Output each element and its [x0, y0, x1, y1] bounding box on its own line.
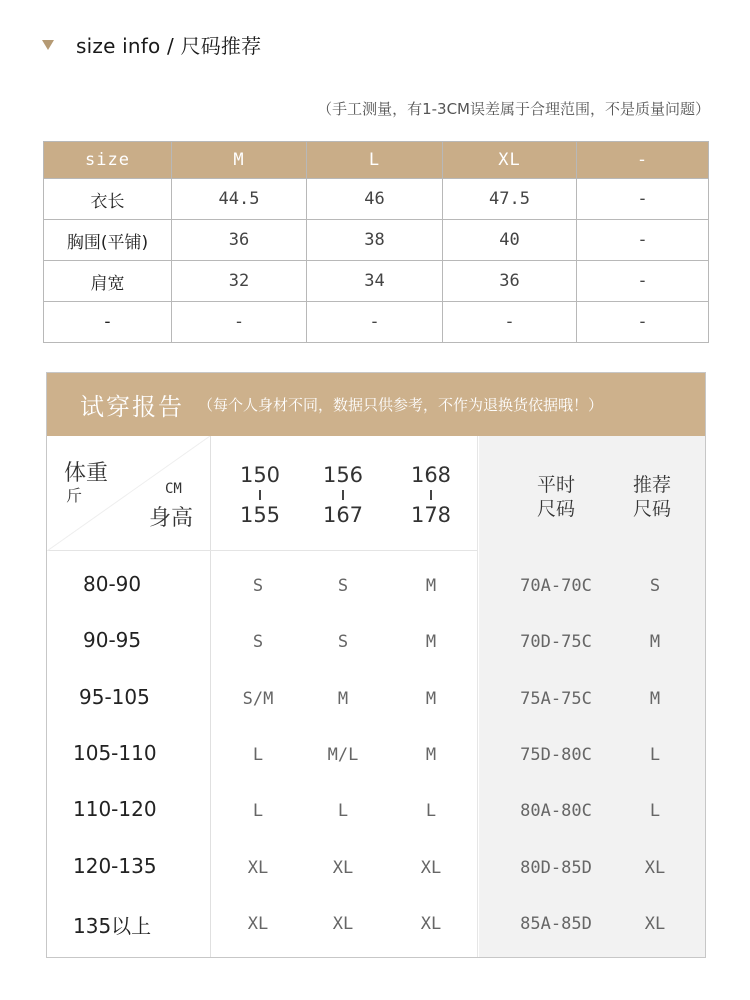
height-range-header: [401, 463, 461, 527]
table-cell: 36: [172, 220, 307, 261]
usual-bra-size-cell: 70D-75C: [520, 632, 592, 653]
size-cell: M: [425, 632, 437, 653]
size-cell: L: [252, 744, 264, 765]
size-cell: S: [337, 632, 349, 653]
height-range-top: 156: [322, 463, 364, 487]
table-cell: 40: [443, 220, 577, 261]
height-range-bottom: 167: [322, 503, 364, 527]
size-table-header: [44, 142, 709, 179]
col-header: M: [172, 142, 307, 179]
size-cell: M: [425, 688, 437, 709]
size-table: [43, 141, 709, 343]
usual-bra-size-cell: 75D-80C: [520, 744, 592, 765]
size-cell: XL: [247, 857, 269, 878]
header-line: 推荐: [632, 474, 671, 496]
table-cell: -: [577, 261, 709, 302]
corner-weight-label: 体重: [64, 461, 109, 486]
row-label: 衣长: [44, 179, 172, 220]
table-cell: 44.5: [172, 179, 307, 220]
col-header: -: [577, 142, 709, 179]
col-header: XL: [443, 142, 577, 179]
weight-range: 105-110: [73, 740, 157, 765]
table-cell: 32: [172, 261, 307, 302]
table-cell: 38: [307, 220, 443, 261]
corner-height-unit: CM: [165, 481, 182, 497]
corner-height-label: 身高: [149, 506, 194, 531]
height-range-top: 150: [239, 463, 281, 487]
recommended-size-cell: L: [649, 744, 661, 765]
size-cell: L: [252, 801, 264, 822]
table-cell: -: [577, 302, 709, 343]
trial-report-header: [47, 373, 705, 436]
size-cell: XL: [420, 913, 442, 934]
column-divider: [477, 436, 478, 957]
corner-weight-unit: 斤: [66, 486, 83, 505]
range-separator: [342, 490, 344, 500]
height-range-top: 168: [410, 463, 452, 487]
section-header: [42, 30, 261, 58]
size-cell: M: [425, 576, 437, 596]
table-row: [44, 179, 709, 220]
height-range-header: [313, 463, 373, 527]
weight-range: 120-135: [73, 853, 157, 878]
recommended-size-cell: M: [649, 688, 661, 709]
table-cell: -: [577, 179, 709, 220]
size-cell: XL: [332, 913, 354, 934]
col-header: size: [44, 142, 172, 179]
table-cell: 34: [307, 261, 443, 302]
recommended-size-header: [617, 473, 687, 521]
usual-bra-size-cell: 80D-85D: [520, 857, 592, 878]
col-header: L: [307, 142, 443, 179]
usual-bra-size-header: [521, 473, 591, 521]
table-cell: 47.5: [443, 179, 577, 220]
height-range-header: [230, 463, 290, 527]
table-row: [44, 261, 709, 302]
table-cell: -: [577, 220, 709, 261]
header-line: 尺码: [536, 498, 575, 520]
usual-bra-size-cell: 80A-80C: [520, 801, 592, 822]
weight-range: 110-120: [73, 797, 157, 822]
row-label: -: [44, 302, 172, 343]
size-cell: M: [425, 744, 437, 765]
trial-report-panel: [46, 372, 706, 958]
table-cell: -: [172, 302, 307, 343]
size-cell: S: [252, 632, 264, 653]
header-line: 平时: [536, 474, 575, 496]
weight-range: 90-95: [83, 628, 142, 653]
triangle-down-icon: [42, 40, 54, 50]
size-cell: L: [425, 801, 437, 822]
recommended-size-cell: M: [649, 632, 661, 653]
recommended-size-cell: XL: [644, 913, 666, 934]
table-cell: 36: [443, 261, 577, 302]
row-label: 肩宽: [44, 261, 172, 302]
table-row: [44, 302, 709, 343]
table-cell: -: [307, 302, 443, 343]
column-divider: [210, 436, 211, 957]
weight-range: 80-90: [83, 572, 142, 596]
weight-range: 135以上: [73, 913, 152, 938]
size-cell: S: [252, 576, 264, 596]
size-cell: M/L: [327, 744, 359, 765]
recommended-size-cell: XL: [644, 857, 666, 878]
row-label: 胸围(平铺): [44, 220, 172, 261]
usual-bra-size-cell: 70A-70C: [520, 576, 592, 596]
range-separator: [430, 490, 432, 500]
trial-report-title: 试穿报告: [80, 393, 184, 421]
table-row: [44, 220, 709, 261]
table-cell: 46: [307, 179, 443, 220]
size-cell: M: [337, 688, 349, 709]
height-range-bottom: 155: [239, 503, 281, 527]
usual-bra-size-cell: 85A-85D: [520, 913, 592, 934]
header-line: 尺码: [632, 498, 671, 520]
table-cell: -: [443, 302, 577, 343]
height-range-bottom: 178: [410, 503, 452, 527]
range-separator: [259, 490, 261, 500]
size-cell: S: [337, 576, 349, 596]
weight-range: 95-105: [79, 684, 150, 709]
measurement-note: （手工测量，有1-3CM误差属于合理范围，不是质量问题）: [317, 100, 710, 118]
size-cell: XL: [247, 913, 269, 934]
trial-report-subtitle: （每个人身材不同，数据只供参考，不作为退换货依据哦！）: [198, 396, 604, 414]
usual-bra-size-cell: 75A-75C: [520, 688, 592, 709]
size-cell: L: [337, 801, 349, 822]
recommended-size-cell: S: [649, 576, 661, 596]
section-title: size info / 尺码推荐: [76, 33, 262, 58]
size-cell: XL: [420, 857, 442, 878]
size-cell: XL: [332, 857, 354, 878]
size-cell: S/M: [242, 688, 274, 709]
recommended-size-cell: L: [649, 801, 661, 822]
